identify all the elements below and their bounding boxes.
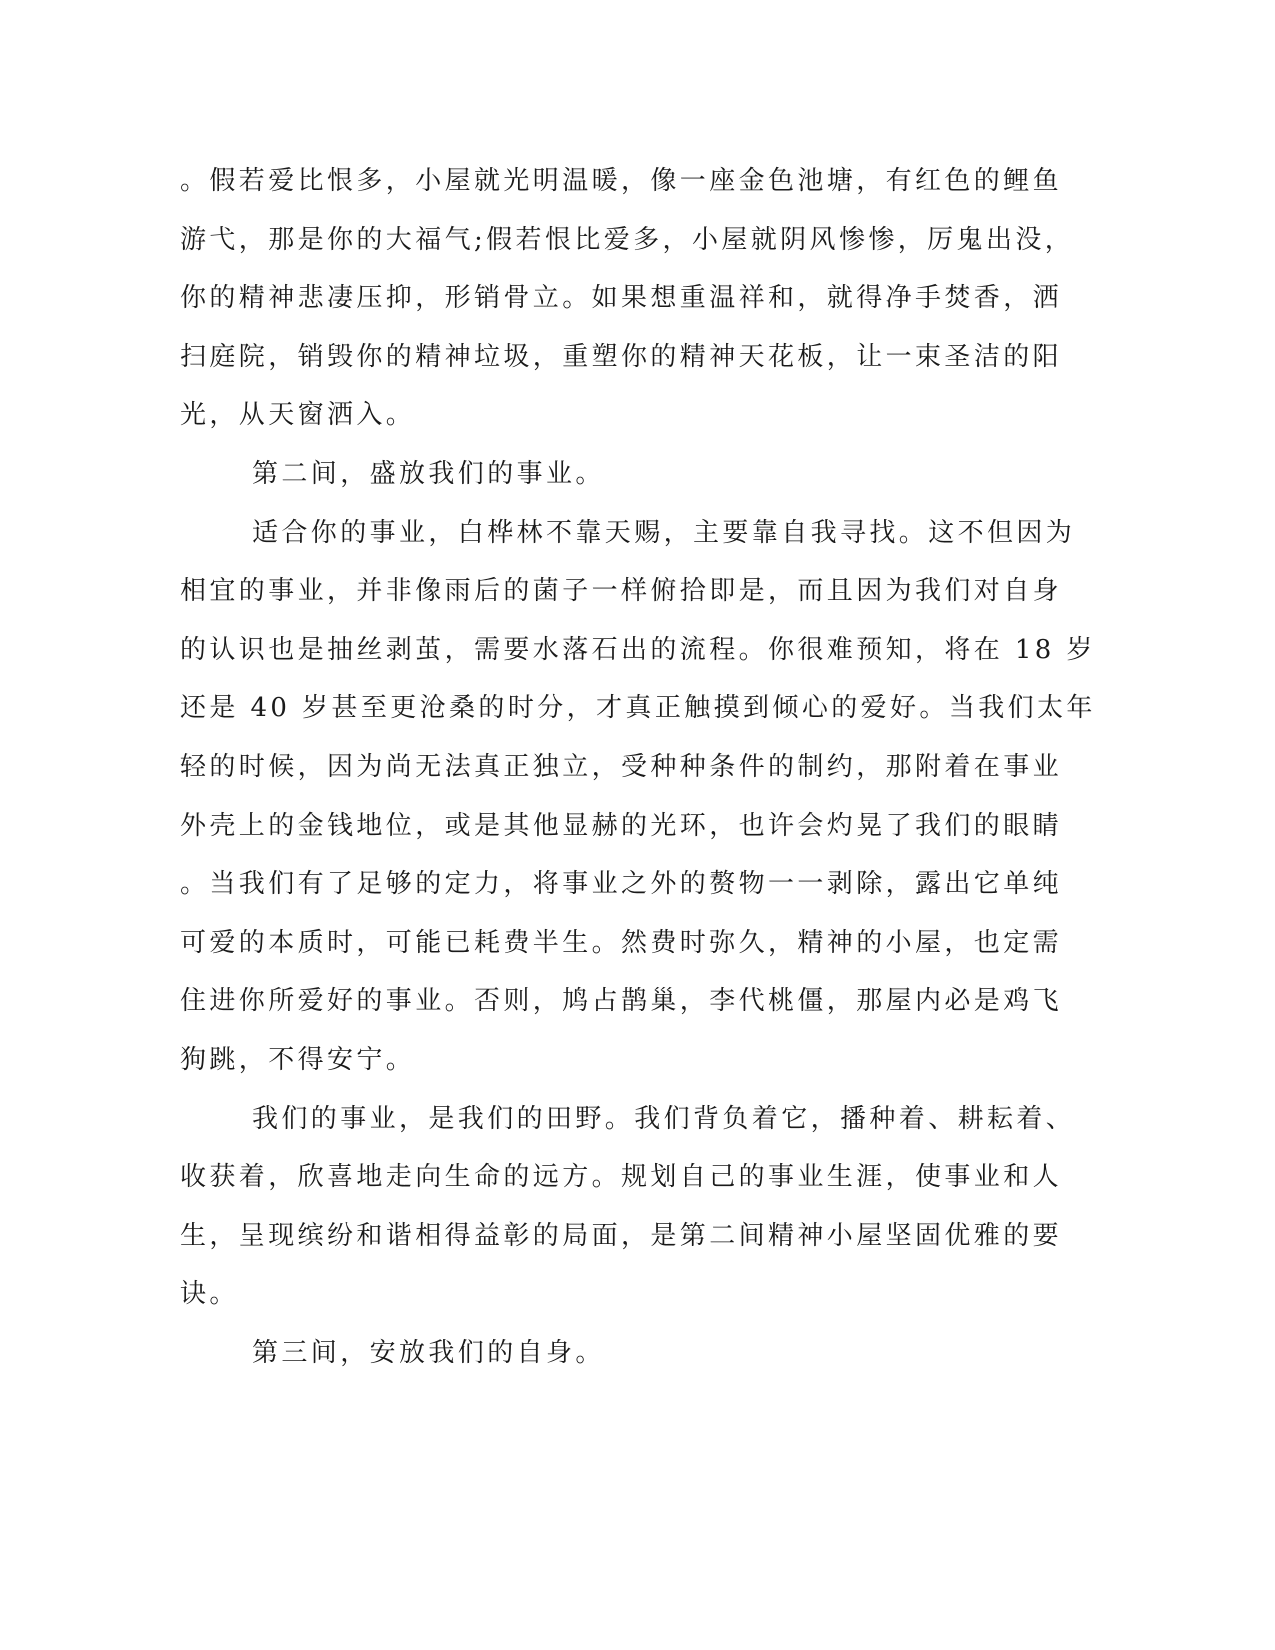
text-line-9: 的认识也是抽丝剥茧，需要水落石出的流程。你很难预知，将在 18 岁 [180,634,1096,665]
text-line-11: 轻的时候，因为尚无法真正独立，受种种条件的制约，那附着在事业 [180,751,1063,782]
text-line-18: 收获着，欣喜地走向生命的远方。规划自己的事业生涯，使事业和人 [180,1162,1063,1193]
text-line-8: 相宜的事业，并非像雨后的菌子一样俯拾即是，而且因为我们对自身 [180,576,1063,607]
text-line-20: 诀。 [180,1279,239,1310]
text-line-5: 光，从天窗洒入。 [180,400,416,431]
text-line-19: 生，呈现缤纷和谐相得益彰的局面，是第二间精神小屋坚固优雅的要 [180,1220,1063,1251]
text-line-10: 还是 40 岁甚至更沧桑的时分，才真正触摸到倾心的爱好。当我们太年 [180,693,1096,724]
document-page [180,152,1096,1382]
text-line-7: 适合你的事业，白桦林不靠天赐，主要靠自我寻找。这不但因为 [252,517,1076,548]
text-line-3: 你的精神悲凄压抑，形销骨立。如果想重温祥和，就得净手焚香，洒 [180,283,1063,314]
text-line-13: 。当我们有了足够的定力，将事业之外的赘物一一剥除，露出它单纯 [180,869,1063,900]
text-line-16: 狗跳，不得安宁。 [180,1044,416,1075]
text-line-17: 我们的事业，是我们的田野。我们背负着它，播种着、耕耘着、 [252,1103,1076,1134]
text-line-15: 住进你所爱好的事业。否则，鸠占鹊巢，李代桃僵，那屋内必是鸡飞 [180,986,1063,1017]
text-line-12: 外壳上的金钱地位，或是其他显赫的光环，也许会灼晃了我们的眼睛 [180,810,1063,841]
text-line-14: 可爱的本质时，可能已耗费半生。然费时弥久，精神的小屋，也定需 [180,927,1063,958]
section-heading-second-room: 第二间，盛放我们的事业。 [252,458,605,489]
text-line-2: 游弋，那是你的大福气;假若恨比爱多，小屋就阴风惨惨，厉鬼出没， [180,224,1075,255]
text-line-1: 。假若爱比恨多，小屋就光明温暖，像一座金色池塘，有红色的鲤鱼 [180,166,1063,196]
section-heading-third-room: 第三间，安放我们的自身。 [252,1337,605,1368]
text-line-4: 扫庭院，销毁你的精神垃圾，重塑你的精神天花板，让一束圣洁的阳 [180,341,1063,372]
